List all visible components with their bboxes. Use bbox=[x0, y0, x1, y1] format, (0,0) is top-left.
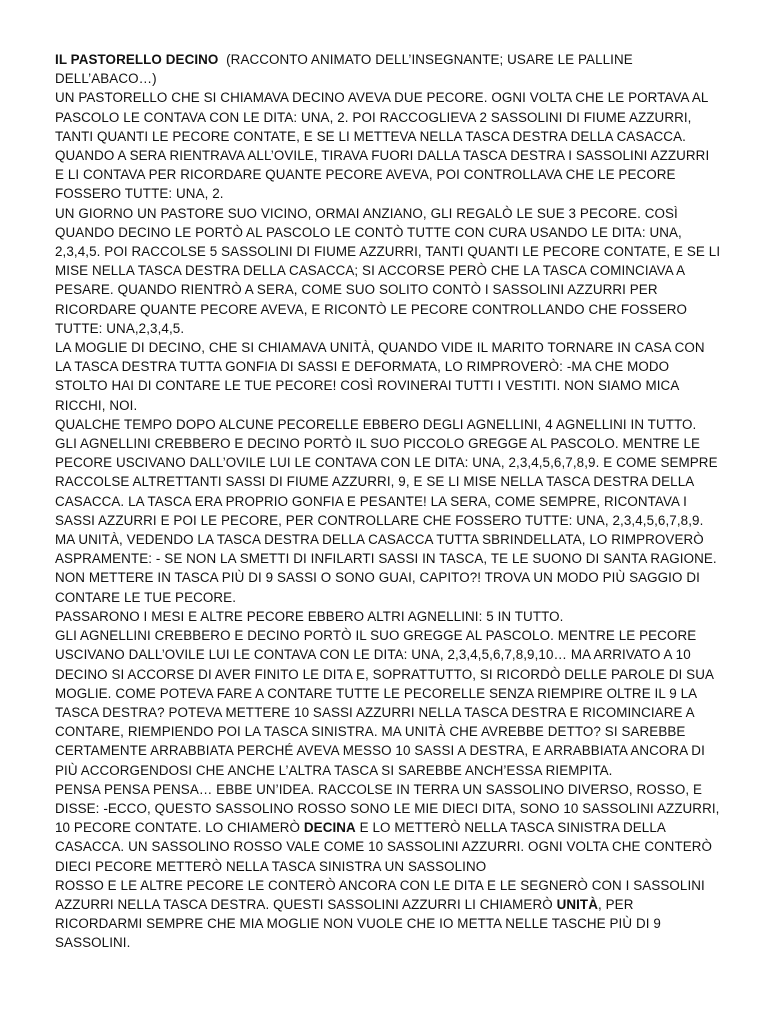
paragraph-1: UN PASTORELLO CHE SI CHIAMAVA DECINO AVEVA DUE PECORE. OGNI VOLTA CHE LE PORTAVA AL PASCOLO LE CONTAVA CON LE DITA: UNA, 2. POI RACCOGLIEVA 2 SASSOLINI DI FIUME AZZURRI, TANTI QUANTI LE PECORE CONTATE, E SE LI METTEVA NELLA TASCA DESTRA DELLA CASACCA. QUANDO A SERA RIENTRAVA ALL’OVILE, TIRAVA FUORI DALLA TASCA DESTRA I SASSOLINI AZZURRI E LI CONTAVA PER RICORDARE QUANTE PECORE AVEVA, POI CONTROLLAVA CHE LE PECORE FOSSERO TUTTE: UNA, 2. bbox=[55, 90, 710, 202]
paragraph-5: MA UNITÀ, VEDENDO LA TASCA DESTRA DELLA CASACCA TUTTA SBRINDELLATA, LO RIMPROVERÒ ASPRAMENTE: - SE NON LA SMETTI DI INFILARTI SASSI IN TASCA, TE LE SUONO DI SANTA RAGIONE. NON METTERE IN TASCA PIÙ DI 9 SASSI O SONO GUAI, CAPITO?! TROVA UN MODO PIÙ SAGGIO DI CONTARE LE TUE PECORE. bbox=[55, 532, 717, 605]
paragraph-8-start: PENSA PENSA PENSA… EBBE UN’IDEA. RACCOLSE IN TERRA UN SASSOLINO DIVERSO, ROSSO, E DISSE: -ECCO, QUESTO SASSOLINO ROSSO SONO LE MIE DIECI DITA, SONO 10 SASSOLINI AZZURRI, 10 PECORE CONTATE. LO CHIAMERÒ bbox=[55, 781, 720, 836]
paragraph-9-start: ROSSO E LE ALTRE PECORE LE CONTERÒ ANCORA CON LE DITA E LE SEGNERÒ CON I SASSOLINI AZZURRI NELLA TASCA DESTRA. QUESTI SASSOLINI AZZURRI LI CHIAMERÒ bbox=[55, 877, 705, 912]
paragraph-2: UN GIORNO UN PASTORE SUO VICINO, ORMAI ANZIANO, GLI REGALÒ LE SUE 3 PECORE. COSÌ QUANDO DECINO LE PORTÒ AL PASCOLO LE CONTÒ TUTTE CON CURA USANDO LE DITA: UNA, 2,3,4,5. POI RACCOLSE 5 SASSOLINI DI FIUME AZZURRI, TANTI QUANTI LE PECORE CONTATE, E SE LI MISE NELLA TASCA DESTRA DELLA CASACCA; SI ACCORSE PERÒ CHE LA TASCA COMINCIAVA A PESARE. QUANDO RIENTRÒ A SERA, COME SUO SOLITO CONTÒ I SASSOLINI AZZURRI PER RICORDARE QUANTE PECORE AVEVA, E RICONTÒ LE PECORE CONTROLLANDO CHE FOSSERO TUTTE: UNA,2,3,4,5. bbox=[55, 205, 721, 336]
paragraph-6: PASSARONO I MESI E ALTRE PECORE EBBERO ALTRI AGNELLINI: 5 IN TUTTO. bbox=[55, 608, 564, 624]
document-page bbox=[55, 50, 721, 953]
title-paragraph bbox=[55, 50, 721, 88]
paragraph-8-end: E LO METTERÒ NELLA TASCA SINISTRA DELLA CASACCA. UN SASSOLINO ROSSO VALE COME 10 SASSOLINI AZZURRI. OGNI VOLTA CHE CONTERÒ DIECI PECORE METTERÒ NELLA TASCA SINISTRA UN SASSOLINO bbox=[55, 820, 713, 874]
story-title: IL PASTORELLO DECINO bbox=[55, 52, 219, 67]
paragraph-8 bbox=[55, 780, 721, 876]
story-subtitle: (RACCONTO ANIMATO DELL’INSEGNANTE; USARE LE PALLINE DELL’ABACO…) bbox=[55, 52, 633, 87]
paragraph-9-end: , PER RICORDARMI SEMPRE CHE MIA MOGLIE NON VUOLE CHE IO METTA NELLE TASCHE PIÙ DI 9 SASSOLINI. bbox=[55, 896, 661, 951]
paragraph-9 bbox=[55, 876, 721, 953]
paragraph-4: QUALCHE TEMPO DOPO ALCUNE PECORELLE EBBERO DEGLI AGNELLINI, 4 AGNELLINI IN TUTTO. GLI AGNELLINI CREBBERO E DECINO PORTÒ IL SUO PICCOLO GREGGE AL PASCOLO. MENTRE LE PECORE USCIVANO DALL’OVILE LUI LE CONTAVA CON LE DITA: UNA, 2,3,4,5,6,7,8,9. E COME SEMPRE RACCOLSE ALTRETTANTI SASSI DI FIUME AZZURRI, 9, E SE LI MISE NELLA TASCA DESTRA DELLA CASACCA. LA TASCA ERA PROPRIO GONFIA E PESANTE! LA SERA, COME SEMPRE, RICONTAVA I SASSI AZZURRI E POI LE PECORE, PER CONTROLLARE CHE FOSSERO TUTTE: UNA, 2,3,4,5,6,7,8,9. bbox=[55, 416, 718, 528]
paragraph-3: LA MOGLIE DI DECINO, CHE SI CHIAMAVA UNITÀ, QUANDO VIDE IL MARITO TORNARE IN CASA CON LA TASCA DESTRA TUTTA GONFIA DI SASSI E DEFORMATA, LO RIMPROVERÒ: -MA CHE MODO STOLTO HAI DI CONTARE LE TUE PECORE! COSÌ ROVINERAI TUTTI I VESTITI. NON SIAMO MICA RICCHI, NOI. bbox=[55, 340, 705, 413]
paragraph-7: GLI AGNELLINI CREBBERO E DECINO PORTÒ IL SUO GREGGE AL PASCOLO. MENTRE LE PECORE USCIVANO DALL’OVILE LUI LE CONTAVA CON LE DITA: UNA, 2,3,4,5,6,7,8,9,10… MA ARRIVATO A 10 DECINO SI ACCORSE DI AVER FINITO LE DITA E, SOPRATTUTTO, SI RICORDÒ DELLE PAROLE DI SUA MOGLIE. COME POTEVA FARE A CONTARE TUTTE LE PECORELLE SENZA RIEMPIRE OLTRE IL 9 LA TASCA DESTRA? POTEVA METTERE 10 SASSI AZZURRI NELLA TASCA DESTRA E RICOMINCIARE A CONTARE, RIEMPIENDO POI LA TASCA SINISTRA. MA UNITÀ CHE AVREBBE DETTO? SI SAREBBE CERTAMENTE ARRABBIATA PERCHÉ AVEVA MESSO 10 SASSI A DESTRA, E ARRABBIATA ANCORA DI PIÙ ACCORGENDOSI CHE ANCHE L’ALTRA TASCA SI SAREBBE ANCH’ESSA RIEMPITA. bbox=[55, 628, 714, 778]
term-unita: UNITÀ bbox=[556, 896, 598, 912]
term-decina: DECINA bbox=[303, 820, 356, 836]
